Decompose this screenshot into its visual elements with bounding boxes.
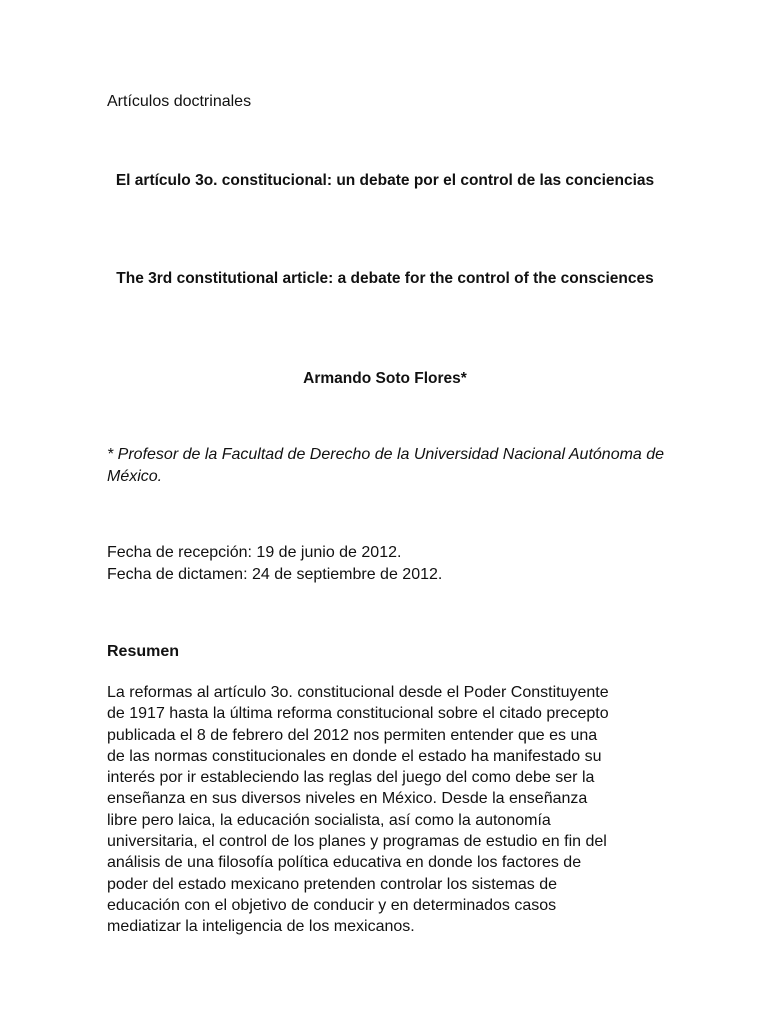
abstract-heading: Resumen [107, 643, 180, 660]
section-label: Artículos doctrinales [107, 93, 252, 110]
abstract-text: La reformas al artículo 3o. constitucional desde el Poder Constituyente de 1917 hasta la última reforma constitucional sobre el citado precepto publicada el 8 de febrero del 2012 nos permiten entender que es una de las normas constitucionales en donde el estado ha manifestado su interés por ir estableciendo las reglas del juego del como debe ser la enseñanza en sus diversos niveles en México. Desde la enseñanza libre pero laica, la educación socialista, así como la autonomía universitaria, el control de los planes y programas de estudio en fin del análisis de una filosofía política educativa en donde los factores de poder del estado mexicano pretenden controlar los sistemas de educación con el objetivo de conducir y en determinados casos mediatizar la inteligencia de los mexicanos. [107, 684, 609, 936]
date-reviewed: Fecha de dictamen: 24 de septiembre de 2012. [107, 566, 443, 583]
date-received: Fecha de recepción: 19 de junio de 2012. [107, 544, 402, 561]
author-name: Armando Soto Flores* [303, 370, 467, 387]
author-affiliation: * Profesor de la Facultad de Derecho de la Universidad Nacional Autónoma de México. [107, 446, 665, 485]
article-title-english: The 3rd constitutional article: a debate for the control of the consciences [116, 270, 654, 287]
article-dates [107, 542, 442, 586]
article-title-spanish: El artículo 3o. constitucional: un debate por el control de las conciencias [115, 172, 655, 189]
